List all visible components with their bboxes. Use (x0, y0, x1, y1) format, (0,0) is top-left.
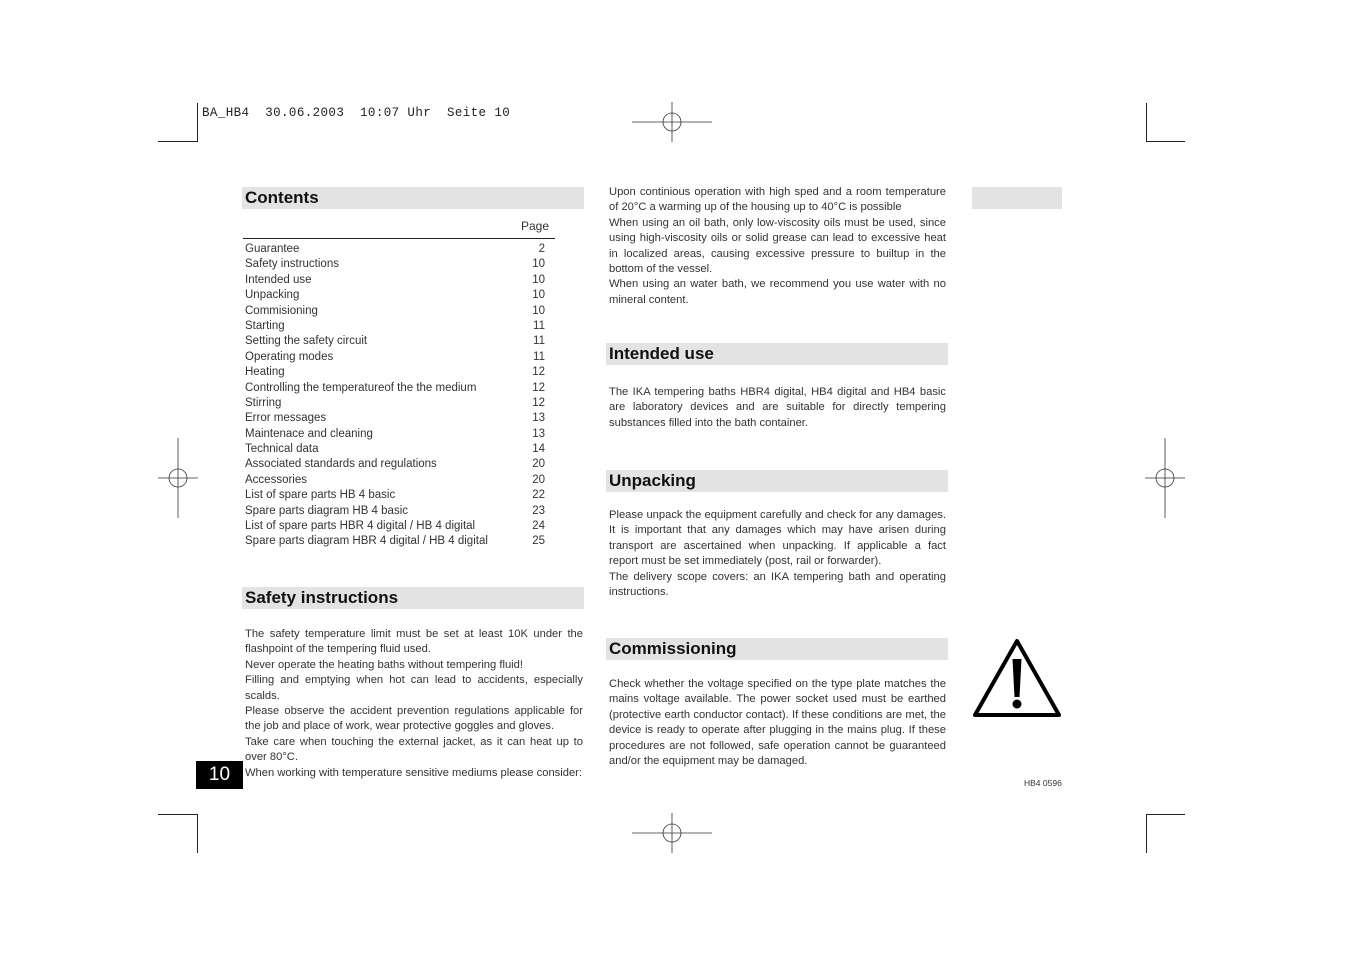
toc-entry-title: Controlling the temperatureof the the medium (245, 381, 477, 394)
commissioning-text (609, 677, 946, 769)
toc-page-header: Page (521, 219, 550, 233)
toc-entry-page: 10 (532, 273, 545, 286)
toc-entry[interactable] (245, 457, 545, 472)
toc-entry-page: 12 (532, 396, 545, 409)
toc-entry[interactable] (245, 534, 545, 549)
toc-entry[interactable] (245, 519, 545, 534)
toc-entry-title: Spare parts diagram HBR 4 digital / HB 4 digital (245, 535, 488, 548)
unpacking-text (609, 508, 946, 600)
toc-entry-page: 25 (532, 535, 545, 548)
toc-entry[interactable] (245, 304, 545, 319)
registration-mark-icon (632, 813, 712, 853)
safety-paragraph: Take care when touching the external jacket, as it can heat up to over 80°C. (245, 735, 583, 764)
toc-entry-title: Spare parts diagram HB 4 basic (245, 504, 408, 517)
safety-continued-paragraph: When using an oil bath, only low-viscosity oils must be used, since using high-viscosity oils or solid grease can lead to excessive heat in localized areas, causing excessive pressure to builtup in the bottom of the vessel. (609, 216, 946, 276)
toc-entry-page: 20 (532, 458, 545, 471)
toc-entry-page: 11 (533, 350, 545, 363)
safety-paragraph: When working with temperature sensitive mediums please consider: (245, 766, 583, 779)
safety-continued-paragraph: When using an water bath, we recommend you use water with no mineral content. (609, 278, 946, 306)
document-code: HB4 0596 (1024, 778, 1062, 788)
toc-entry-page: 2 (538, 243, 545, 255)
toc-entry-title: List of spare parts HBR 4 digital / HB 4 digital (245, 520, 476, 533)
unpacking-paragraph: The delivery scope covers: an IKA tempering bath and operating instructions. (609, 570, 946, 599)
toc-entry-title: Maintenace and cleaning (245, 427, 373, 440)
toc-entry-title: Starting (245, 319, 285, 332)
safety-paragraph: Filling and emptying when hot can lead to accidents, especially scalds. (245, 674, 583, 702)
warning-triangle-icon (971, 637, 1063, 719)
toc-entry[interactable] (245, 488, 545, 503)
registration-mark-icon (632, 102, 712, 142)
toc-entry-title: Safety instructions (245, 258, 339, 271)
contents-heading: Contents (242, 187, 584, 209)
intended-use-heading: Intended use (606, 343, 948, 365)
toc-entry-title: Unpacking (245, 289, 300, 302)
toc-entry[interactable] (245, 381, 545, 396)
toc-entry[interactable] (245, 257, 545, 272)
toc-entry[interactable] (245, 427, 545, 442)
intended-use-paragraph: The IKA tempering baths HBR4 digital, HB4 digital and HB4 basic are laboratory devices and are suitable for directly tempering substances filled into the bath container. (609, 386, 946, 429)
toc-entry-title: Setting the safety circuit (245, 335, 368, 348)
toc-entry-title: Technical data (245, 443, 319, 456)
toc-entry-page: 22 (532, 489, 545, 502)
intended-use-text (609, 385, 946, 431)
safety-paragraph: Please observe the accident prevention regulations applicable for the job and place of work, wear protective goggles and gloves. (245, 705, 583, 733)
margin-bar (972, 187, 1062, 209)
toc-entry-title: Heating (245, 366, 285, 379)
toc-entry-page: 20 (532, 473, 545, 486)
toc-entry-title: Intended use (245, 273, 312, 286)
toc-entry[interactable] (245, 442, 545, 457)
toc-entry-title: Associated standards and regulations (245, 458, 437, 471)
toc-entry-page: 10 (532, 304, 545, 317)
toc-entry-title: List of spare parts HB 4 basic (245, 489, 396, 502)
commissioning-paragraph: Check whether the voltage specified on the type plate matches the mains voltage available. The power socket used must be earthed (protective earth conductor contact). If these conditions are met, the device is ready to operate after plugging in the mains plug. If these procedures are not followed, safe operation cannot be guaranteed and/or the equipment may be damaged. (609, 678, 946, 768)
toc-entry-page: 23 (532, 504, 545, 517)
toc-entry-page: 12 (532, 381, 545, 394)
toc-entry-title: Operating modes (245, 350, 334, 363)
page-number: 10 (196, 761, 243, 789)
unpacking-paragraph: Please unpack the equipment carefully and check for any damages. It is important that any damages which may have arisen during transport are ascertained when unpacking. If applicable a fact report must be set immediately (post, rail or forwarder). (609, 509, 946, 568)
toc-entry-page: 14 (532, 443, 545, 456)
toc-entry-page: 13 (532, 427, 545, 440)
toc-entry[interactable] (245, 365, 545, 380)
toc-entry[interactable] (245, 350, 545, 365)
toc-entry[interactable] (245, 396, 545, 411)
toc-entry-page: 11 (533, 319, 545, 332)
unpacking-heading: Unpacking (606, 470, 948, 492)
safety-text (245, 627, 583, 781)
toc-divider (243, 238, 555, 239)
registration-mark-icon (1145, 438, 1185, 518)
safety-paragraph: Never operate the heating baths without tempering fluid! (245, 658, 523, 671)
print-slug: BA_HB4 30.06.2003 10:07 Uhr Seite 10 (202, 106, 511, 120)
safety-continued-text (609, 185, 946, 308)
toc-entry-title: Stirring (245, 396, 282, 409)
toc-entry[interactable] (245, 319, 545, 334)
toc-entry-page: 10 (532, 258, 545, 271)
toc-entry[interactable] (245, 504, 545, 519)
toc-entry-page: 11 (533, 335, 545, 348)
toc-entry[interactable] (245, 242, 545, 257)
commissioning-heading: Commissioning (606, 638, 948, 660)
toc-entry-page: 13 (532, 412, 545, 425)
safety-continued-paragraph: Upon continious operation with high sped and a room temperature of 20°C a warming up of the housing up to 40°C is possible (609, 186, 946, 214)
toc-entry-title: Guarantee (245, 243, 300, 255)
safety-heading: Safety instructions (242, 587, 584, 609)
toc-entry[interactable] (245, 411, 545, 426)
toc-entry-title: Error messages (245, 412, 327, 425)
toc-entry[interactable] (245, 273, 545, 288)
toc-entry[interactable] (245, 334, 545, 349)
table-of-contents (245, 242, 545, 550)
toc-entry-title: Commisioning (245, 304, 318, 317)
toc-entry-page: 24 (532, 520, 545, 533)
toc-entry-page: 12 (532, 366, 545, 379)
registration-mark-icon (158, 438, 198, 518)
toc-entry-title: Accessories (245, 473, 307, 486)
toc-entry[interactable] (245, 288, 545, 303)
toc-entry[interactable] (245, 473, 545, 488)
toc-entry-page: 10 (532, 289, 545, 302)
safety-paragraph: The safety temperature limit must be set at least 10K under the flashpoint of the tempering fluid used. (245, 628, 583, 656)
